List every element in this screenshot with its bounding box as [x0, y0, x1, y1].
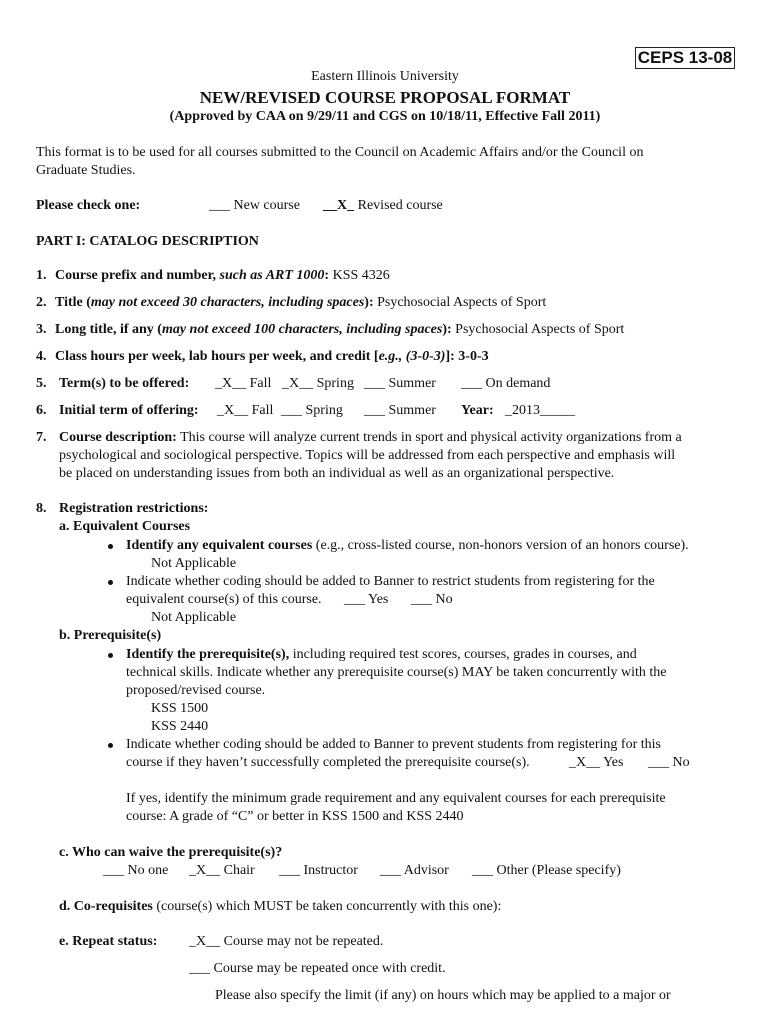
course-number-value: KSS 4326	[332, 268, 390, 283]
prerequisite-course-1: KSS 1500	[151, 701, 209, 716]
repeat-not-repeated-option[interactable]: _X__ Course may not be repeated.	[189, 934, 384, 949]
item-example: e.g., (3-0-3)	[378, 349, 446, 364]
course-description-line1	[59, 430, 682, 446]
waive-no-one-option[interactable]: ___ No one	[103, 863, 169, 878]
prerequisites-heading: b. Prerequisite(s)	[59, 628, 162, 643]
term-fall-option[interactable]: _X__ Fall	[215, 376, 272, 391]
repeat-status-label: e. Repeat status:	[59, 934, 158, 949]
waive-other-option[interactable]: ___ Other (Please specify)	[472, 863, 621, 878]
revised-course-label: Revised course	[354, 198, 443, 213]
terms-offered-label: Term(s) to be offered:	[59, 376, 190, 391]
revised-course-option[interactable]	[323, 198, 443, 214]
item-close: ]:	[445, 349, 459, 364]
item-note: may not exceed 100 characters, including spaces	[161, 322, 443, 337]
item-number: 6.	[36, 403, 47, 418]
prerequisite-coding-no[interactable]: ___ No	[648, 755, 690, 770]
item-colon: :	[324, 268, 333, 283]
item-title	[36, 295, 546, 311]
course-description-label: Course description:	[59, 430, 177, 445]
intro-text-line1: This format is to be used for all courses submitted to the Council on Academic Affairs and/or the Council on	[36, 145, 644, 160]
course-description-text: This course will analyze current trends in sport and physical activity organizations from a	[176, 430, 682, 445]
approval-note: (Approved by CAA on 9/29/11 and CGS on 10/18/11, Effective Fall 2011)	[169, 109, 601, 124]
equivalent-coding-bullet: Indicate whether coding should be added to Banner to restrict students from registering for the	[126, 574, 655, 589]
co-requisites-label: d. Co-requisites	[59, 899, 153, 914]
new-course-option[interactable]	[209, 198, 300, 214]
item-label: Title (	[55, 295, 91, 310]
prerequisites-bullet	[126, 647, 637, 663]
year-label: Year:	[461, 403, 494, 418]
registration-restrictions-label: Registration restrictions:	[59, 501, 209, 516]
part1-title: PART I: CATALOG DESCRIPTION	[36, 234, 259, 249]
form-title: NEW/REVISED COURSE PROPOSAL FORMAT	[199, 88, 571, 107]
repeat-once-option[interactable]: ___ Course may be repeated once with credit.	[189, 961, 446, 976]
item-number: 2.	[36, 295, 47, 310]
initial-term-label: Initial term of offering:	[59, 403, 199, 418]
item-label: Course prefix and number,	[55, 268, 220, 283]
item-number: 7.	[36, 430, 47, 445]
item-label: Class hours per week, lab hours per week, and credit [	[55, 349, 379, 364]
equivalent-courses-answer: Not Applicable	[151, 556, 237, 571]
initial-summer-option[interactable]: ___ Summer	[364, 403, 436, 418]
term-on-demand-option[interactable]: ___ On demand	[461, 376, 551, 391]
item-number: 4.	[36, 349, 47, 364]
co-requisites-text: (course(s) which MUST be taken concurrently with this one):	[152, 899, 502, 914]
new-course-label: New course	[230, 198, 300, 213]
item-number: 1.	[36, 268, 47, 283]
minimum-grade-line1: If yes, identify the minimum grade requirement and any equivalent courses for each prerequisite	[126, 791, 666, 806]
term-summer-option[interactable]: ___ Summer	[364, 376, 436, 391]
item-long-title	[36, 322, 624, 338]
term-spring-option[interactable]: _X__ Spring	[282, 376, 354, 391]
long-title-value: Psychosocial Aspects of Sport	[455, 322, 625, 337]
prerequisite-coding-yes[interactable]: _X__ Yes	[569, 755, 624, 770]
prerequisite-coding-line2: course if they haven’t successfully completed the prerequisite course(s).	[126, 755, 530, 770]
class-hours-value: 3-0-3	[458, 349, 489, 364]
bullet-text: including required test scores, courses, grades in courses, and	[289, 647, 637, 662]
item-course-prefix	[36, 268, 390, 284]
prerequisites-line3: proposed/revised course.	[126, 683, 266, 698]
university-name: Eastern Illinois University	[311, 69, 459, 84]
course-description-line2: psychological and sociological perspective. Topics will be addressed from each perspective and emphasis will	[59, 448, 676, 463]
equivalent-coding-answer: Not Applicable	[151, 610, 237, 625]
check-one-label: Please check one:	[36, 198, 141, 213]
prerequisite-course-2: KSS 2440	[151, 719, 209, 734]
equivalent-coding-no[interactable]: ___ No	[411, 592, 453, 607]
waive-chair-option[interactable]: _X__ Chair	[189, 863, 255, 878]
waive-prerequisite-heading: c. Who can waive the prerequisite(s)?	[59, 845, 283, 860]
item-number: 8.	[36, 501, 47, 516]
item-example: such as ART 1000	[219, 268, 325, 283]
item-note: may not exceed 30 characters, including spaces	[90, 295, 365, 310]
item-close: ):	[364, 295, 378, 310]
item-close: ):	[442, 322, 456, 337]
title-value: Psychosocial Aspects of Sport	[377, 295, 547, 310]
year-field[interactable]: _2013_____	[505, 403, 575, 418]
intro-text-line2: Graduate Studies.	[36, 163, 136, 178]
document-id-box: CEPS 13-08	[635, 47, 735, 69]
prerequisites-line2: technical skills. Indicate whether any prerequisite course(s) MAY be taken concurrently with the	[126, 665, 667, 680]
initial-spring-option[interactable]: ___ Spring	[281, 403, 343, 418]
equivalent-coding-line2: equivalent course(s) of this course.	[126, 592, 322, 607]
bullet-bold-text: Identify the prerequisite(s),	[126, 647, 290, 662]
new-course-mark: ___	[209, 198, 230, 213]
prerequisite-coding-bullet: Indicate whether coding should be added to Banner to prevent students from registering for this	[126, 737, 661, 752]
bullet-text: (e.g., cross-listed course, non-honors version of an honors course).	[312, 538, 689, 553]
item-number: 5.	[36, 376, 47, 391]
equivalent-courses-heading: a. Equivalent Courses	[59, 519, 191, 534]
equivalent-courses-bullet	[126, 538, 689, 554]
item-number: 3.	[36, 322, 47, 337]
waive-instructor-option[interactable]: ___ Instructor	[279, 863, 358, 878]
minimum-grade-line2: course: A grade of “C” or better in KSS 1500 and KSS 2440	[126, 809, 464, 824]
equivalent-coding-yes[interactable]: ___ Yes	[344, 592, 389, 607]
course-description-line3: be placed on understanding issues from both an individual as well as an organizational perspective.	[59, 466, 615, 481]
initial-fall-option[interactable]: _X__ Fall	[217, 403, 274, 418]
repeat-limit-note: Please also specify the limit (if any) on hours which may be applied to a major or	[215, 988, 671, 1003]
item-label: Long title, if any (	[55, 322, 162, 337]
co-requisites-line	[59, 899, 501, 915]
item-class-hours	[36, 349, 489, 365]
bullet-bold-text: Identify any equivalent courses	[126, 538, 313, 553]
waive-advisor-option[interactable]: ___ Advisor	[380, 863, 449, 878]
revised-course-mark: __X_	[323, 198, 355, 213]
